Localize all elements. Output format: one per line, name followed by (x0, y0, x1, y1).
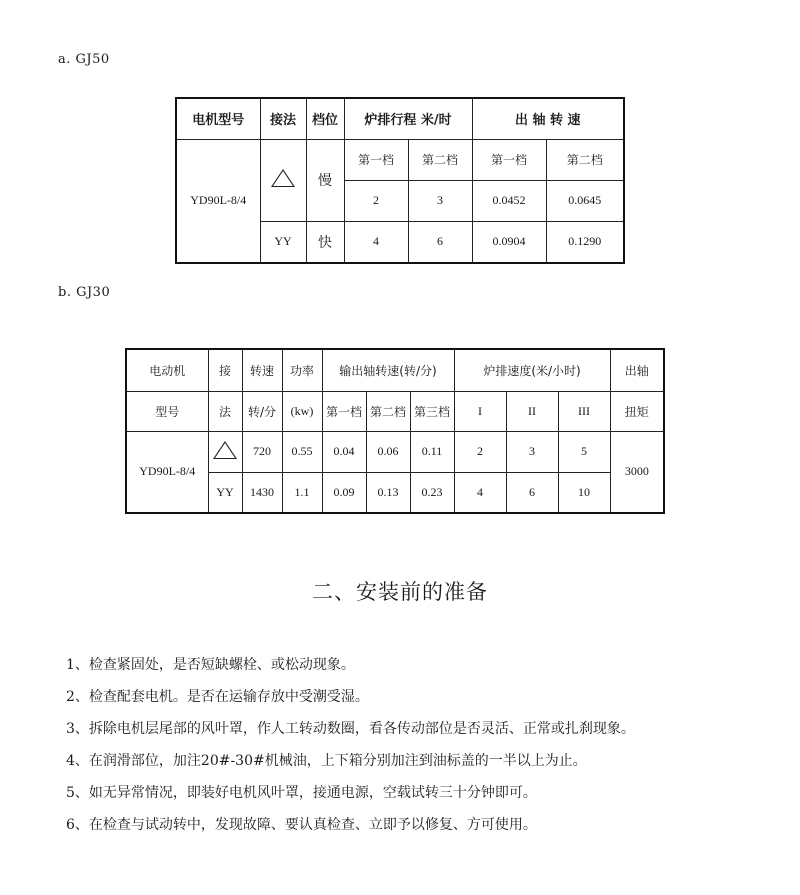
gear-slow-cell: 慢 (306, 139, 344, 221)
cell: 0.1290 (546, 221, 624, 263)
header-power: 功率 (282, 349, 322, 391)
caption-gj50: a. GJ50 (58, 52, 110, 67)
cell: 3 (506, 431, 558, 472)
header-model: 型号 (126, 391, 208, 431)
header-shaft-speed: 出 轴 转 速 (472, 98, 624, 139)
cell: 0.13 (366, 472, 410, 513)
section-title: 二、安装前的准备 (312, 580, 488, 604)
cell: 4 (454, 472, 506, 513)
sub-o3: 第三档 (410, 391, 454, 431)
cell: 720 (242, 431, 282, 472)
sub-g3: III (558, 391, 610, 431)
connection-delta-cell (208, 431, 242, 472)
step-3: 3、拆除电机层尾部的风叶罩，作人工转动数圈，看各传动部位是否灵活、正常或扎刹现象。 (66, 721, 635, 737)
sub-travel-2: 第二档 (408, 139, 472, 180)
cell: 0.0645 (546, 180, 624, 221)
triangle-icon (271, 169, 295, 187)
torque-cell: 3000 (610, 431, 664, 513)
model-cell: YD90L-8/4 (126, 431, 208, 513)
header-torque: 出轴 (610, 349, 664, 391)
sub-o1: 第一档 (322, 391, 366, 431)
header-method: 法 (208, 391, 242, 431)
cell: 0.04 (322, 431, 366, 472)
header-gear: 档位 (306, 98, 344, 139)
gear-fast-cell: 快 (306, 221, 344, 263)
cell: 5 (558, 431, 610, 472)
connection-yy-cell: YY (260, 221, 306, 263)
sub-o2: 第二档 (366, 391, 410, 431)
connection-delta-cell (260, 139, 306, 221)
sub-shaft-2: 第二档 (546, 139, 624, 180)
sub-shaft-1: 第一档 (472, 139, 546, 180)
cell: 0.09 (322, 472, 366, 513)
cell: 0.11 (410, 431, 454, 472)
table-gj30 (125, 348, 665, 514)
cell: 1430 (242, 472, 282, 513)
header-kw: (kw) (282, 391, 322, 431)
cell: 0.0452 (472, 180, 546, 221)
header-speed: 转速 (242, 349, 282, 391)
model-cell: YD90L-8/4 (176, 139, 260, 263)
step-4: 4、在润滑部位，加注20#-30#机械油，上下箱分别加注到油标盖的一半以上为止。 (66, 753, 587, 769)
step-1: 1、检查紧固处，是否短缺螺栓、或松动现象。 (66, 657, 355, 673)
sub-g1: I (454, 391, 506, 431)
cell: 2 (344, 180, 408, 221)
header-conn: 接 (208, 349, 242, 391)
cell: 0.23 (410, 472, 454, 513)
header-grate-speed: 炉排速度(米/小时) (454, 349, 610, 391)
step-6: 6、在检查与试动转中，发现故障、要认真检查、立即予以修复、方可使用。 (66, 817, 537, 833)
cell: 0.0904 (472, 221, 546, 263)
caption-gj30: b. GJ30 (58, 285, 111, 300)
cell: 3 (408, 180, 472, 221)
connection-yy-cell: YY (208, 472, 242, 513)
cell: 6 (408, 221, 472, 263)
step-5: 5、如无异常情况，即装好电机风叶罩，接通电源，空载试转三十分钟即可。 (66, 785, 537, 801)
step-2: 2、检查配套电机。是否在运输存放中受潮受湿。 (66, 689, 369, 705)
header-output-speed: 输出轴转速(转/分) (322, 349, 454, 391)
cell: 4 (344, 221, 408, 263)
sub-travel-1: 第一档 (344, 139, 408, 180)
cell: 6 (506, 472, 558, 513)
header-motor: 电动机 (126, 349, 208, 391)
header-torque-2: 扭矩 (610, 391, 664, 431)
header-motor-model: 电机型号 (176, 98, 260, 139)
triangle-icon (213, 441, 237, 459)
header-connection: 接法 (260, 98, 306, 139)
cell: 1.1 (282, 472, 322, 513)
header-rpm: 转/分 (242, 391, 282, 431)
cell: 10 (558, 472, 610, 513)
header-travel: 炉排行程 米/时 (344, 98, 472, 139)
table-gj50 (175, 97, 625, 264)
cell: 2 (454, 431, 506, 472)
sub-g2: II (506, 391, 558, 431)
cell: 0.06 (366, 431, 410, 472)
cell: 0.55 (282, 431, 322, 472)
